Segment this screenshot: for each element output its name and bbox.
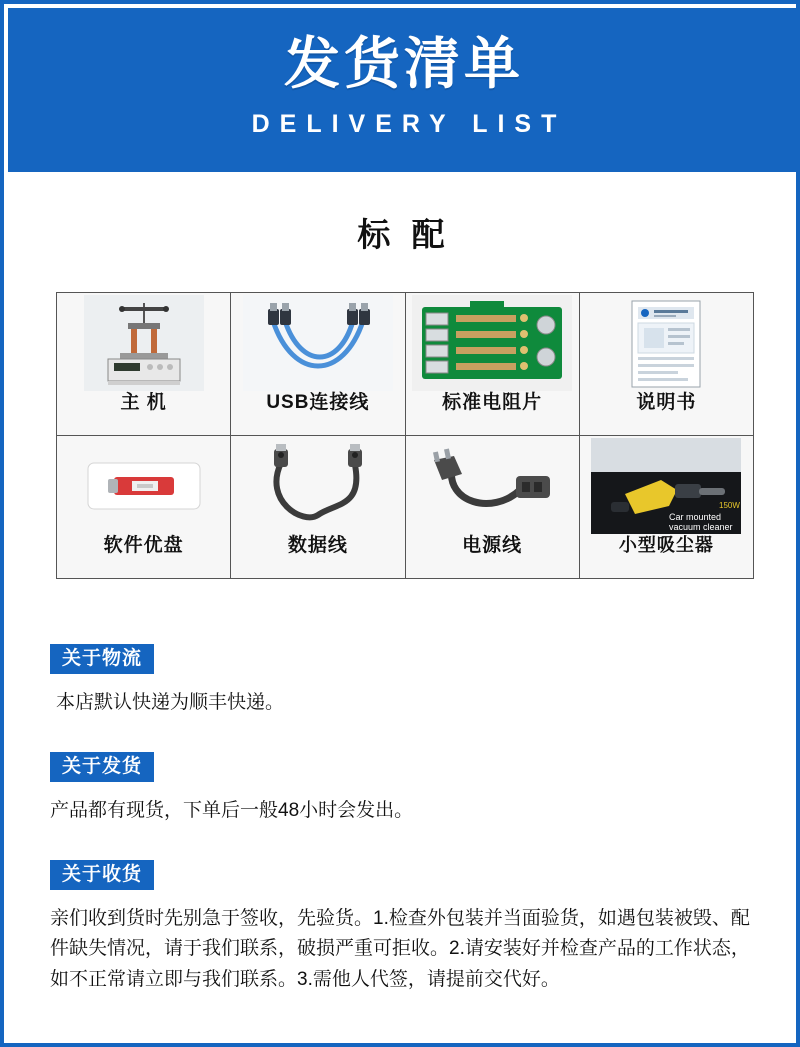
grid-item: [57, 293, 231, 436]
manual-booklet-icon: [580, 293, 753, 393]
note-logistics: [50, 644, 766, 717]
note-tag-receiving: 关于收货: [50, 860, 154, 890]
page-subtitle: DELIVERY LIST: [251, 110, 567, 138]
svg-text:150W: 150W: [719, 501, 741, 510]
header-banner: [8, 8, 800, 172]
note-tag-shipping: 关于发货: [50, 752, 154, 782]
note-text-receiving: 亲们收到货时先别急于签收，先验货。1.检查外包装并当面验货，如遇包装被毁、配件缺失情况，请于我们联系，破损严重可拒收。2.请安装好并检查产品的工作状态，如不正常请立即与我们联系。3.需他人代签，请提前交代好。: [50, 908, 750, 990]
standard-config-title: 标 配: [357, 216, 451, 253]
svg-text:vacuum cleaner: vacuum cleaner: [669, 522, 733, 532]
usb-flash-drive-icon: [57, 436, 230, 536]
note-shipping: [50, 752, 766, 826]
standard-resistor-board-icon: [406, 293, 579, 393]
page-title: 发货清单: [284, 32, 524, 95]
item-caption: 主 机: [120, 392, 167, 413]
host-machine-icon: [57, 293, 230, 393]
power-cord-icon: [406, 436, 579, 536]
grid-item: [57, 436, 231, 579]
grid-item: [580, 436, 754, 579]
item-caption: 数据线: [287, 535, 348, 556]
item-caption: 电源线: [462, 535, 523, 556]
grid-item: [406, 436, 580, 579]
usb-cable-icon: [231, 293, 404, 393]
note-receiving: [50, 860, 766, 995]
note-tag-logistics: 关于物流: [50, 644, 154, 674]
item-caption: 标准电阻片: [442, 392, 543, 413]
grid-item: [231, 436, 405, 579]
item-caption: USB连接线: [266, 392, 370, 413]
data-cable-icon: [231, 436, 404, 536]
item-caption: 软件优盘: [103, 535, 184, 556]
item-caption: 小型吸尘器: [618, 535, 714, 555]
svg-text:Car mounted: Car mounted: [669, 512, 722, 522]
grid-item: [580, 293, 754, 436]
grid-item: [231, 293, 405, 436]
note-text-shipping: 产品都有现货，下单后一般48小时会发出。: [50, 800, 414, 821]
delivery-items-grid: [56, 292, 754, 579]
grid-item: [406, 293, 580, 436]
mini-vacuum-cleaner-icon: [580, 436, 753, 536]
note-text-logistics: 本店默认快递为顺丰快递。: [56, 692, 285, 713]
item-caption: 说明书: [636, 392, 697, 413]
